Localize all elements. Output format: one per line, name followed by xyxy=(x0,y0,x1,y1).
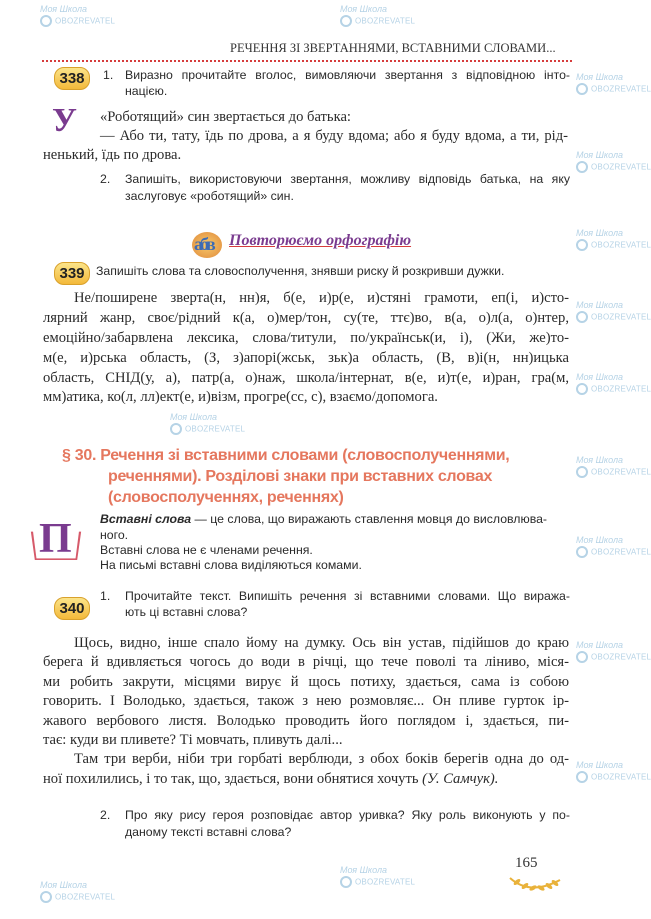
task-text: Виразно прочитайте вголос, вимовляючи звертання з відповідною інто- xyxy=(125,68,570,82)
watermark-logo-icon xyxy=(576,383,588,395)
text-line: Там три верби, ніби три горбаті верблюди, з обох боків берегів одна до од- xyxy=(74,751,569,767)
watermark-school: Моя Школа xyxy=(576,455,624,465)
task-text: Прочитайте текст. Випишіть речення зі вставними словами. Що виража- xyxy=(125,589,570,603)
drop-letter-icon: У xyxy=(52,102,77,139)
author-citation: (У. Самчук). xyxy=(422,771,499,787)
watermark-brand: OBOZREVATEL xyxy=(355,16,416,26)
task-text: Запишіть слова та словосполучення, знявши риску й розкривши дужки. xyxy=(96,264,505,278)
watermark xyxy=(576,372,651,395)
watermark-school: Моя Школа xyxy=(40,880,88,890)
text-line: мм)атика, ко(л, лл)ект(е, и)візм, прогре(сс, с), взаємо/допомога. xyxy=(43,389,438,405)
text-line-content: ної похилились, і то так, що, здається, вони обнятися хочуть xyxy=(43,771,423,787)
exercise-number-badge: 339 xyxy=(54,262,90,285)
rule-term: Вставні слова xyxy=(100,512,192,526)
watermark-school: Моя Школа xyxy=(576,228,624,238)
watermark-school: Моя Школа xyxy=(576,535,624,545)
watermark-brand: OBOZREVATEL xyxy=(591,84,651,94)
watermark-logo-icon xyxy=(40,15,52,27)
watermark-school: Моя Школа xyxy=(340,4,388,14)
watermark xyxy=(576,640,651,663)
rule-text: На письмі вставні слова виділяються комами. xyxy=(100,558,362,572)
watermark xyxy=(576,455,651,478)
watermark-logo-icon xyxy=(576,546,588,558)
watermark-logo-icon xyxy=(40,891,52,903)
watermark-brand: OBOZREVATEL xyxy=(591,467,651,477)
text-line: «Роботящий» син звертається до батька: xyxy=(100,109,351,125)
section-title: реченнями). Розділові знаки при вставних словах xyxy=(108,468,493,485)
watermark xyxy=(576,535,651,558)
watermark-brand: OBOZREVATEL xyxy=(185,424,246,434)
watermark-logo-icon xyxy=(340,15,352,27)
watermark-school: Моя Школа xyxy=(576,300,624,310)
watermark-brand: OBOZREVATEL xyxy=(591,652,651,662)
rule-text: Вставні слова не є членами речення. xyxy=(100,543,313,557)
abv-letters-icon xyxy=(190,226,226,260)
task-text: ють ці вставні слова? xyxy=(125,605,248,619)
running-title: РЕЧЕННЯ ЗІ ЗВЕРТАННЯМИ, ВСТАВНИМИ СЛОВАМИ... xyxy=(230,41,556,55)
watermark-brand: OBOZREVATEL xyxy=(591,162,651,172)
text-line: область, СНІД(у, а), патр(а, о)наж, школа/інтернат, в(е, и)т(е, и)ран, гра(м, xyxy=(43,370,569,386)
section-title: § 30. Речення зі вставними словами (словосполученнями, xyxy=(62,447,510,464)
rule-text: ного. xyxy=(100,528,129,542)
task-number: 1. xyxy=(103,68,114,82)
watermark-logo-icon xyxy=(340,876,352,888)
watermark xyxy=(340,865,416,888)
text-line: лярний жанр, своє/рідний к(а, о)мер/тон, су(те, ттє)во, в(а, о)л(а, о)нтер, xyxy=(43,310,569,326)
watermark xyxy=(576,150,651,173)
watermark-school: Моя Школа xyxy=(576,372,624,382)
watermark-logo-icon xyxy=(576,651,588,663)
watermark-brand: OBOZREVATEL xyxy=(591,772,651,782)
rule-letter: П xyxy=(39,516,72,562)
task-text: заслуговує «роботящий» син. xyxy=(125,189,294,203)
exercise-number-badge: 340 xyxy=(54,597,90,620)
header-divider xyxy=(42,60,572,62)
watermark-school: Моя Школа xyxy=(170,412,218,422)
task-text: даному тексті вставні слова? xyxy=(125,825,292,839)
watermark xyxy=(40,4,116,27)
rule-letter-icon xyxy=(30,518,80,566)
exercise-number-badge: 338 xyxy=(54,67,90,90)
watermark-brand: OBOZREVATEL xyxy=(55,16,116,26)
laurel-icon xyxy=(505,874,565,896)
watermark-logo-icon xyxy=(576,771,588,783)
watermark-school: Моя Школа xyxy=(576,72,624,82)
rule-definition xyxy=(100,512,547,527)
watermark-school: Моя Школа xyxy=(340,865,388,875)
watermark xyxy=(170,412,246,435)
text-line: ми робить закрути, місцями вирує й щось потиху, здається, сама із собою xyxy=(43,674,569,690)
watermark-school: Моя Школа xyxy=(576,150,624,160)
watermark-brand: OBOZREVATEL xyxy=(591,384,651,394)
text-line: говорить. І Володько, здається, також з нею розмовляє... Он пливе гурток ір- xyxy=(43,693,569,709)
watermark-brand: OBOZREVATEL xyxy=(591,312,651,322)
watermark-logo-icon xyxy=(576,466,588,478)
text-line: ненький, їдь по дрова. xyxy=(43,147,182,163)
watermark-logo-icon xyxy=(576,311,588,323)
watermark xyxy=(576,72,651,95)
text-line: — Або ти, тату, їдь по дрова, а я буду вдома; або я буду вдома, а ти, рід- xyxy=(100,128,568,144)
task-text: нацією. xyxy=(125,84,168,98)
task-text: Про яку рису героя розповідає автор уривка? Яку роль виконують у по- xyxy=(125,808,570,822)
section-title: (словосполученнях, реченнях) xyxy=(108,489,344,506)
page-number: 165 xyxy=(515,855,538,871)
task-number: 1. xyxy=(100,589,111,603)
text-line: Щось, видно, інше спало йому на думку. Ось він устав, підійшов до краю xyxy=(74,635,569,651)
watermark xyxy=(576,300,651,323)
watermark-school: Моя Школа xyxy=(576,760,624,770)
text-line: емоційно/забарвлена лексика, слова/титули, по/українськ(и, і), (Жи, же)то- xyxy=(43,330,569,346)
watermark-brand: OBOZREVATEL xyxy=(591,240,651,250)
watermark xyxy=(576,760,651,783)
watermark-brand: OBOZREVATEL xyxy=(591,547,651,557)
watermark-logo-icon xyxy=(576,161,588,173)
text-line xyxy=(43,770,498,788)
watermark xyxy=(340,4,416,27)
watermark-brand: OBOZREVATEL xyxy=(355,877,416,887)
text-line: м(е, и)рська область, (З, з)апорі(жськ, зьк)а область, (В, в)і(н, нн)ицька xyxy=(43,350,569,366)
text-line: берега й вдивляється чогось до води в річці, що тече поволі та ліниво, міся- xyxy=(43,654,569,670)
watermark-logo-icon xyxy=(170,423,182,435)
task-number: 2. xyxy=(100,172,111,186)
watermark-brand: OBOZREVATEL xyxy=(55,892,116,902)
text-line: тає: куди ви пливете? Ті мовчать, пливуть далі... xyxy=(43,732,343,748)
text-line: Не/поширене зверта(н, нн)я, б(е, и)р(е, и)стяні грамоти, еп(і, и)сто- xyxy=(74,290,569,306)
watermark xyxy=(576,228,651,251)
rule-text: — це слова, що виражають ставлення мовця до висловлюва- xyxy=(191,512,548,526)
section-heading: Повторюємо орфографію xyxy=(229,232,412,249)
watermark-school: Моя Школа xyxy=(576,640,624,650)
watermark-logo-icon xyxy=(576,83,588,95)
abv-letters: абв xyxy=(194,234,213,254)
task-text: Запишіть, використовуючи звертання, можливу відповідь батька, на яку xyxy=(125,172,570,186)
watermark xyxy=(40,880,116,903)
watermark-logo-icon xyxy=(576,239,588,251)
watermark-school: Моя Школа xyxy=(40,4,88,14)
text-line: жавого вербового листя. Володько проводить його поглядом і, здається, пи- xyxy=(43,713,569,729)
task-number: 2. xyxy=(100,808,111,822)
